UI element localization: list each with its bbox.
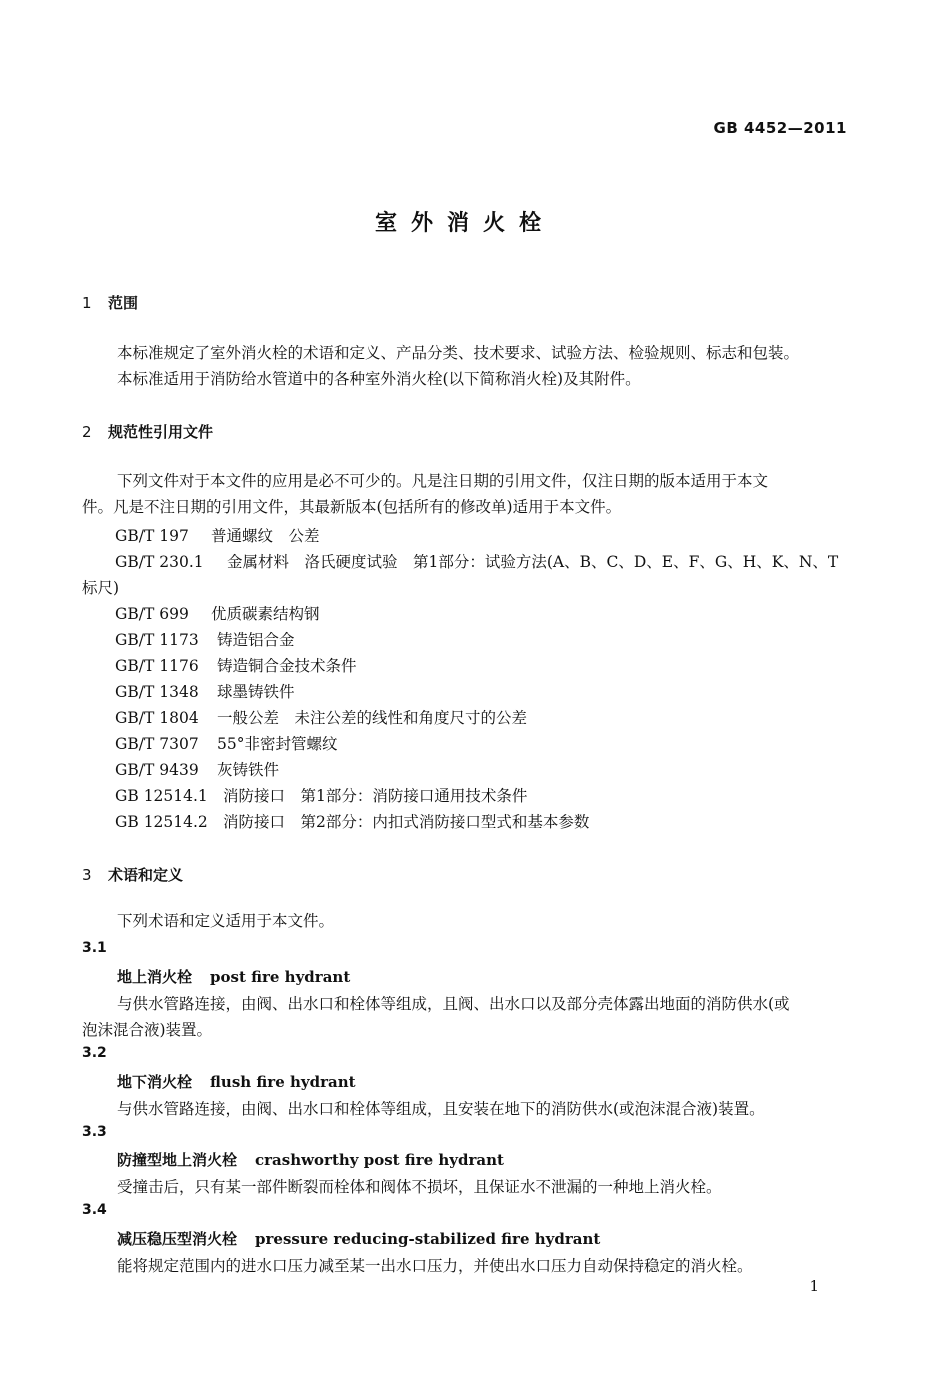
paragraph: 本标准适用于消防给水管道中的各种室外消火栓(以下简称消火栓)及其附件。 <box>117 370 641 388</box>
reference-code: GB/T 1173 <box>115 631 199 649</box>
reference-code: GB/T 9439 <box>115 761 199 779</box>
reference-code: GB/T 230.1 <box>115 553 204 571</box>
term-english: post fire hydrant <box>210 968 351 986</box>
term-chinese: 地下消火栓 <box>117 1073 193 1091</box>
section-title: 术语和定义 <box>108 866 184 884</box>
term-number: 3.2 <box>82 1045 107 1061</box>
term-entry <box>117 966 350 987</box>
term-english: pressure reducing-stabilized fire hydrant <box>255 1230 601 1248</box>
reference-item <box>115 680 295 702</box>
term-entry <box>117 1228 600 1249</box>
term-chinese: 防撞型地上消火栓 <box>117 1151 238 1169</box>
section-title: 范围 <box>108 294 139 312</box>
paragraph: 本标准规定了室外消火栓的术语和定义、产品分类、技术要求、试验方法、检验规则、标志和包装。 <box>117 344 800 362</box>
reference-code: GB/T 699 <box>115 605 189 623</box>
reference-continuation <box>82 576 119 598</box>
term-entry <box>117 1071 356 1092</box>
reference-title: 灰铸铁件 <box>217 761 280 779</box>
section-number: 2 <box>82 423 92 441</box>
term-number: 3.3 <box>82 1124 107 1140</box>
reference-item <box>115 810 589 832</box>
reference-item <box>115 732 337 754</box>
term-definition: 受撞击后，只有某一部件断裂而栓体和阀体不损坏，且保证水不泄漏的一种地上消火栓。 <box>117 1178 722 1196</box>
section-number: 1 <box>82 294 92 312</box>
reference-title: 55°非密封管螺纹 <box>217 735 338 753</box>
reference-title: 球墨铸铁件 <box>217 683 295 701</box>
term-chinese: 地上消火栓 <box>117 968 193 986</box>
term-entry <box>117 1149 504 1170</box>
standard-code: GB 4452—2011 <box>713 119 847 137</box>
term-english: crashworthy post fire hydrant <box>255 1151 504 1169</box>
document-title: 室外消火栓 <box>374 211 555 236</box>
page-number: 1 <box>809 1277 819 1295</box>
reference-code: GB 12514.1 <box>115 787 208 805</box>
reference-title: 标尺) <box>82 579 120 597</box>
reference-code: GB/T 197 <box>115 527 189 545</box>
reference-code: GB 12514.2 <box>115 813 208 831</box>
paragraph: 下列文件对于本文件的应用是必不可少的。凡是注日期的引用文件，仅注日期的版本适用于本文 <box>117 472 769 490</box>
term-definition: 与供水管路连接，由阀、出水口和栓体等组成，且阀、出水口以及部分壳体露出地面的消防供水(或 <box>117 995 790 1013</box>
reference-code: GB/T 1804 <box>115 709 199 727</box>
reference-title: 消防接口 第2部分：内扣式消防接口型式和基本参数 <box>223 813 590 831</box>
reference-item <box>115 602 320 624</box>
reference-title: 铸造铜合金技术条件 <box>217 657 357 675</box>
section-number: 3 <box>82 866 92 884</box>
term-english: flush fire hydrant <box>210 1073 356 1091</box>
reference-item <box>115 524 320 546</box>
section-1-heading <box>82 292 138 313</box>
reference-item <box>115 758 279 780</box>
section-2-heading <box>82 421 213 442</box>
term-chinese: 减压稳压型消火栓 <box>117 1230 238 1248</box>
paragraph: 件。凡是不注日期的引用文件，其最新版本(包括所有的修改单)适用于本文件。 <box>82 498 622 516</box>
term-definition: 与供水管路连接，由阀、出水口和栓体等组成，且安装在地下的消防供水(或泡沫混合液)装置。 <box>117 1100 765 1118</box>
reference-title: 金属材料 洛氏硬度试验 第1部分：试验方法(A、B、C、D、E、F、G、H、K、N、T <box>227 553 839 571</box>
reference-title: 普通螺纹 公差 <box>211 527 320 545</box>
term-definition: 泡沫混合液)装置。 <box>82 1021 213 1039</box>
term-number: 3.4 <box>82 1202 107 1218</box>
reference-item <box>115 550 838 572</box>
reference-item <box>115 654 357 676</box>
reference-item <box>115 628 295 650</box>
reference-item <box>115 706 527 728</box>
term-number: 3.1 <box>82 940 107 956</box>
reference-code: GB/T 1348 <box>115 683 199 701</box>
term-definition: 能将规定范围内的进水口压力减至某一出水口压力，并使出水口压力自动保持稳定的消火栓。 <box>117 1257 753 1275</box>
reference-item <box>115 784 527 806</box>
reference-title: 一般公差 未注公差的线性和角度尺寸的公差 <box>217 709 528 727</box>
reference-title: 优质碳素结构钢 <box>211 605 320 623</box>
reference-code: GB/T 7307 <box>115 735 199 753</box>
section-3-heading <box>82 864 183 885</box>
section-title: 规范性引用文件 <box>108 423 214 441</box>
reference-title: 消防接口 第1部分：消防接口通用技术条件 <box>223 787 528 805</box>
reference-title: 铸造铝合金 <box>217 631 295 649</box>
paragraph: 下列术语和定义适用于本文件。 <box>117 912 335 930</box>
reference-code: GB/T 1176 <box>115 657 199 675</box>
